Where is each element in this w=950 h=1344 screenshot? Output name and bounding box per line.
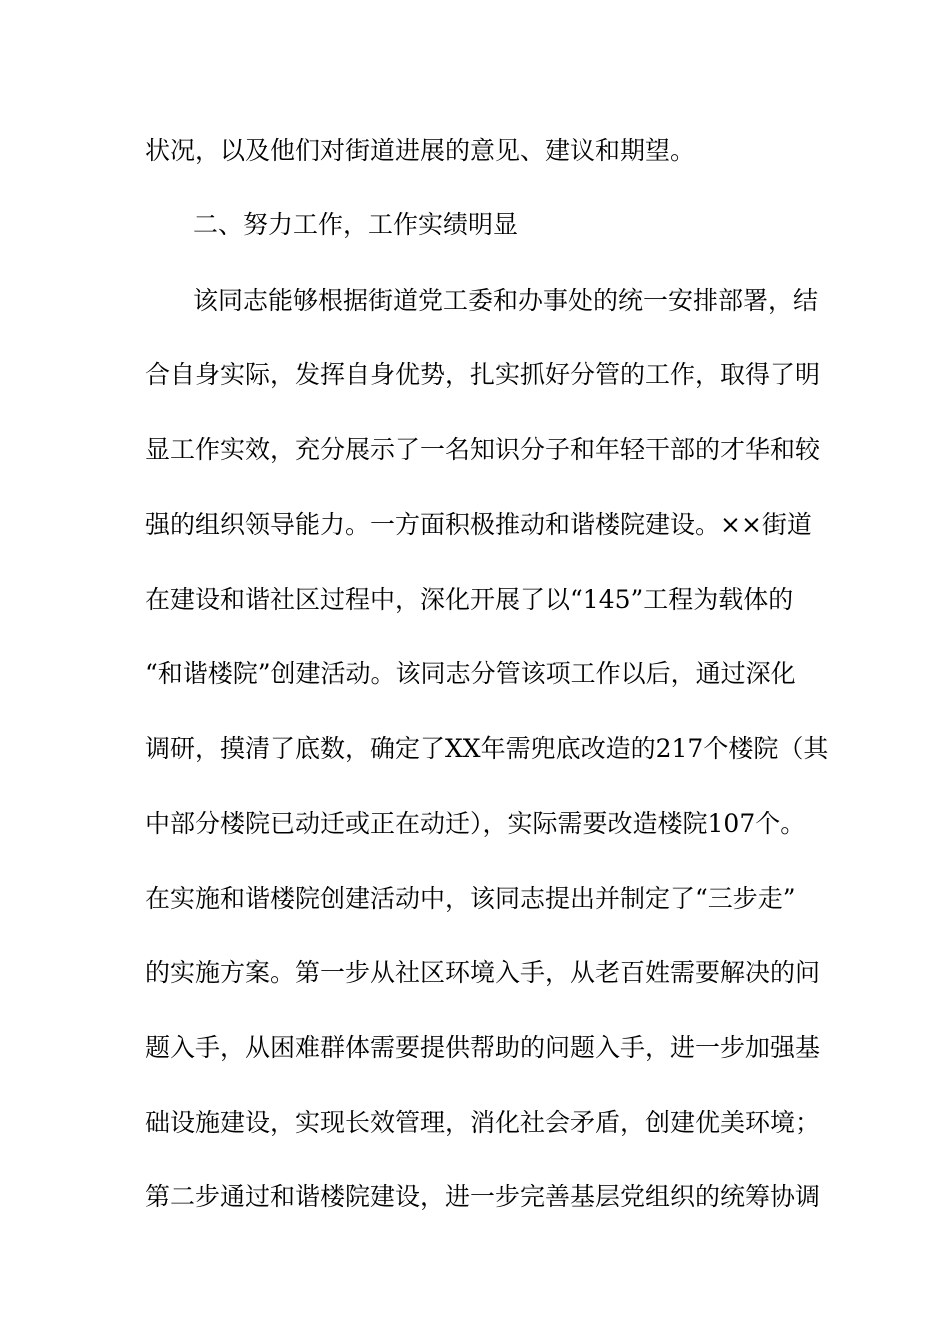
text-line: 在建设和谐社区过程中，深化开展了以“145”工程为载体的 — [145, 585, 794, 614]
text-line: 中部分楼院已动迁或正在动迁），实际需要改造楼院107个。 — [145, 809, 806, 838]
text-line: 在实施和谐楼院创建活动中，该同志提出并制定了“三步走” — [145, 884, 796, 913]
text-line: 强的组织领导能力。一方面积极推动和谐楼院建设。××街道 — [145, 510, 812, 539]
text-line: 第二步通过和谐楼院建设，进一步完善基层党组织的统筹协调 — [145, 1182, 821, 1211]
text-line: 题入手，从困难群体需要提供帮助的问题入手，进一步加强基 — [145, 1033, 821, 1062]
paragraph-first-line: 该同志能够根据街道党工委和办事处的统一安排部署，结 — [193, 286, 819, 315]
text-line: “和谐楼院”创建活动。该同志分管该项工作以后，通过深化 — [145, 659, 796, 688]
text-line: 调研，摸清了底数，确定了XX年需兜底改造的217个楼院（其 — [145, 734, 829, 763]
text-line: 的实施方案。第一步从社区环境入手，从老百姓需要解决的问 — [145, 958, 821, 987]
section-heading: 二、努力工作，工作实绩明显 — [193, 210, 519, 239]
text-line: 显工作实效，充分展示了一名知识分子和年轻干部的才华和较 — [145, 435, 821, 464]
text-line: 合自身实际，发挥自身优势，扎实抓好分管的工作，取得了明 — [145, 360, 821, 389]
text-line: 础设施建设，实现长效管理，消化社会矛盾，创建优美环境； — [145, 1108, 821, 1137]
text-line: 状况，以及他们对街道进展的意见、建议和期望。 — [145, 136, 696, 165]
